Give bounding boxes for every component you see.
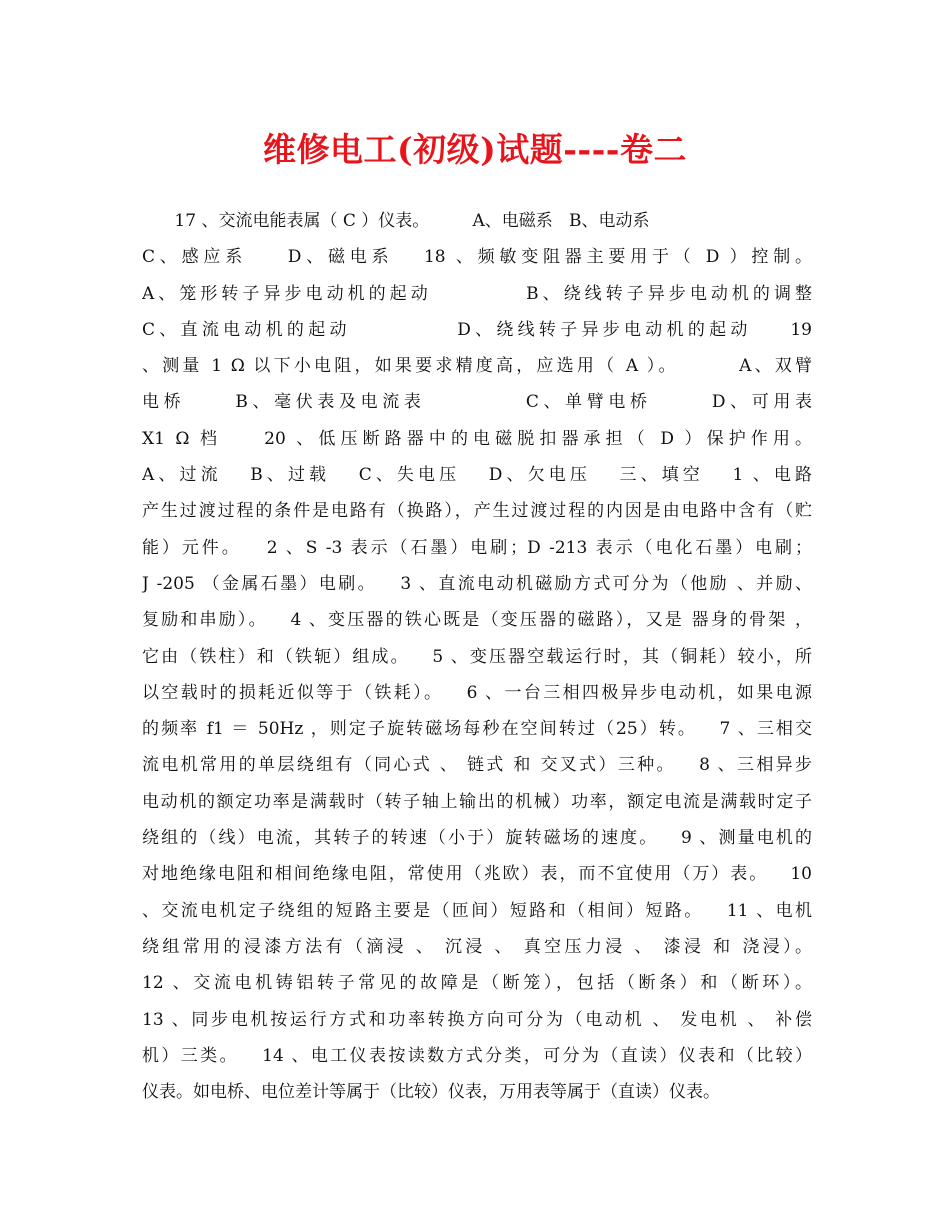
text-line: C、直流电动机的起动 D、绕线转子异步电动机的起动 19 — [142, 319, 812, 340]
text-line: 、测量 1 Ω 以下小电阻，如果要求精度高，应选用（ A ）。 A、双臂 — [142, 356, 812, 377]
document-title: 维修电工(初级)试题----卷二 — [262, 130, 687, 169]
text-line: A、笼形转子异步电动机的起动 B、绕线转子异步电动机的调整 — [142, 283, 812, 304]
text-line: 能）元件。 2 、S -3 表示（石墨）电刷；D -213 表示（电化石墨）电刷； — [142, 537, 812, 558]
text-line: 流电机常用的单层绕组有（同心式 、 链式 和 交叉式）三种。 8 、三相异步 — [142, 755, 812, 776]
text-line: 绕组常用的浸漆方法有（滴浸 、 沉浸 、 真空压力浸 、 漆浸 和 浇浸）。 — [142, 936, 812, 957]
text-line: 、交流电机定子绕组的短路主要是（匝间）短路和（相间）短路。 11 、电机 — [142, 900, 812, 921]
text-line: 以空载时的损耗近似等于（铁耗）。 6 、一台三相四极异步电动机，如果电源 — [142, 682, 812, 703]
text-line: 它由（铁柱）和（铁轭）组成。 5 、变压器空载运行时，其（铜耗）较小，所 — [142, 646, 812, 667]
text-line: 机）三类。 14 、电工仪表按读数方式分类，可分为（直读）仪表和（比较） — [142, 1045, 812, 1066]
document-body — [142, 203, 812, 1110]
text-line: 13 、同步电机按运行方式和功率转换方向可分为（电动机 、 发电机 、 补偿 — [142, 1009, 812, 1030]
text-line: A、过流 B、过载 C、失电压 D、欠电压 三、填空 1 、电路 — [142, 465, 812, 486]
text-line: 电桥 B、毫伏表及电流表 C、单臂电桥 D、可用表 — [142, 392, 812, 413]
text-line: 绕组的（线）电流，其转子的转速（小于）旋转磁场的速度。 9 、测量电机的 — [142, 828, 812, 849]
text-line: X1 Ω 档 20 、低压断路器中的电磁脱扣器承担（ D ）保护作用。 — [142, 428, 812, 449]
text-line: C、感应系 D、磁电系 18 、频敏变阻器主要用于（ D ）控制。 — [142, 247, 812, 268]
text-line: 复励和串励）。 4 、变压器的铁心既是（变压器的磁路），又是 器身的骨架 ， — [142, 610, 812, 631]
text-line: 对地绝缘电阻和相间绝缘电阻，常使用（兆欧）表，而不宜使用（万）表。 10 — [142, 864, 812, 885]
text-line: 17 、交流电能表属（ C ）仪表。 A、电磁系 B、电动系 — [142, 211, 650, 231]
text-line: 仪表。如电桥、电位差计等属于（比较）仪表，万用表等属于（直读）仪表。 — [142, 1082, 720, 1103]
text-line: 的频率 f1 ＝ 50Hz ，则定子旋转磁场每秒在空间转过（25）转。 7 、三相交 — [142, 719, 812, 740]
text-line: 产生过渡过程的条件是电路有（换路），产生过渡过程的内因是由电路中含有（贮 — [142, 501, 812, 522]
text-line: J -205 （金属石墨）电刷。 3 、直流电动机磁励方式可分为（他励 、并励、 — [142, 573, 812, 594]
text-line: 12 、交流电机铸铝转子常见的故障是（断笼），包括（断条）和（断环）。 — [142, 973, 812, 994]
text-line: 电动机的额定功率是满载时（转子轴上输出的机械）功率，额定电流是满载时定子 — [142, 791, 812, 812]
